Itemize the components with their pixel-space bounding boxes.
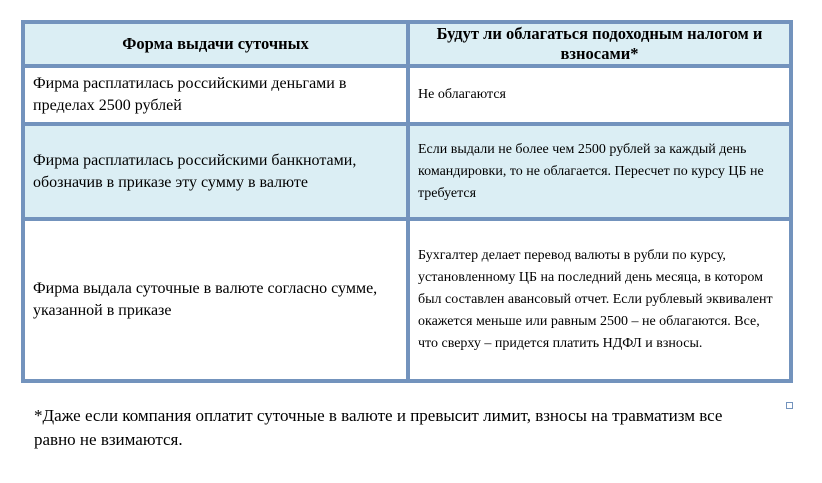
footnote: *Даже если компания оплатит суточные в валюте и превысит лимит, взносы на травматизм все равно не взимаются. <box>34 406 723 449</box>
table-row <box>23 219 791 381</box>
header-taxation: Будут ли облагаться подоходным налогом и взносами* <box>408 22 791 66</box>
table-resize-handle[interactable] <box>786 402 793 409</box>
cell-taxation: Бухгалтер делает перевод валюты в рубли по курсу, установленному ЦБ на последний день месяца, в котором был составлен авансовый отчет. Если рублевый эквивалент окажется меньше или равным 2500 – не облагаются. Все, что сверху – придется платить НДФЛ и взносы. <box>408 219 791 381</box>
cell-taxation: Если выдали не более чем 2500 рублей за каждый день командировки, то не облагается. Пересчет по курсу ЦБ не требуется <box>408 124 791 219</box>
cell-form: Фирма расплатилась российскими банкнотами, обозначив в приказе эту сумму в валюте <box>23 124 408 219</box>
cell-form: Фирма выдала суточные в валюте согласно сумме, указанной в приказе <box>23 219 408 381</box>
cell-form: Фирма расплатилась российскими деньгами в пределах 2500 рублей <box>23 66 408 124</box>
table-row <box>23 124 791 219</box>
cell-taxation: Не облагаются <box>408 66 791 124</box>
per-diem-table <box>21 20 793 383</box>
header-form: Форма выдачи суточных <box>23 22 408 66</box>
table-row <box>23 66 791 124</box>
table-header-row <box>23 22 791 66</box>
